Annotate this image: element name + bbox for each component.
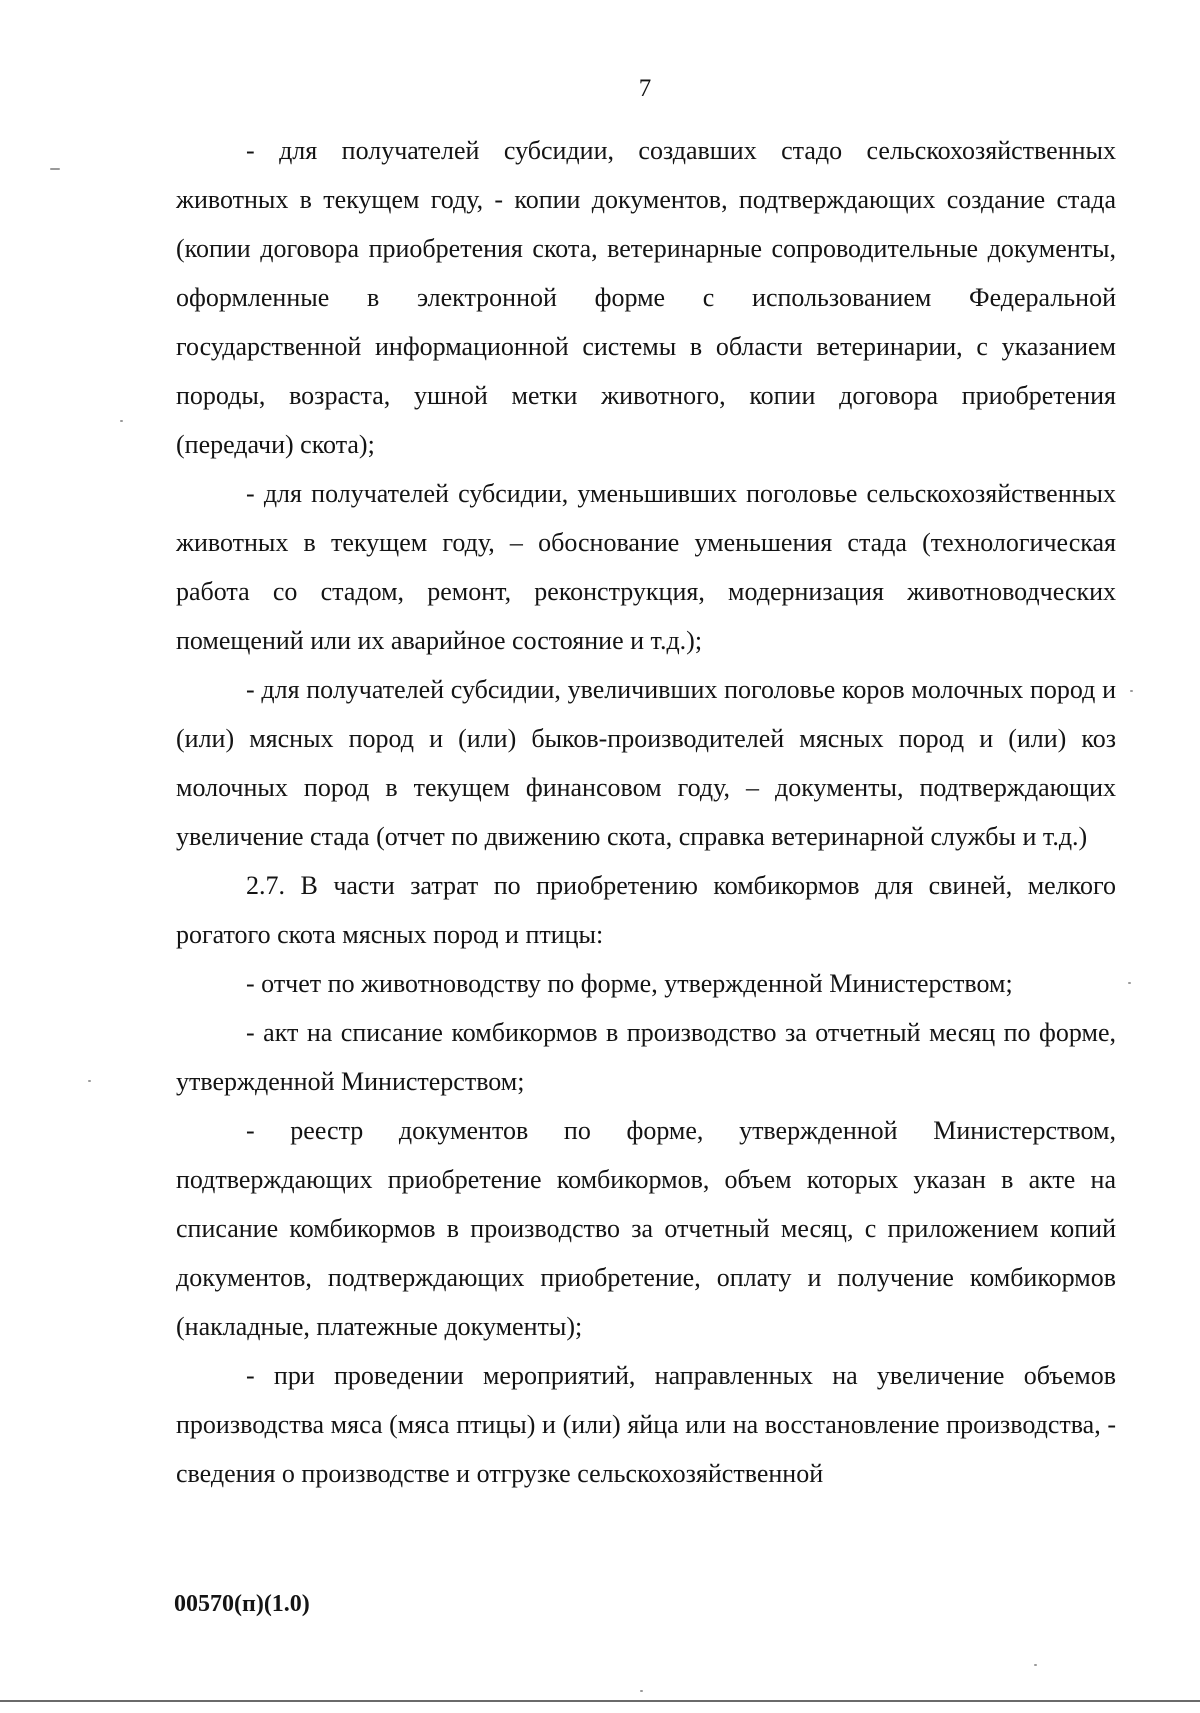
- paragraph-section-2-7: 2.7. В части затрат по приобретению комбикормов для свиней, мелкого рогатого скота мясных пород и птицы:: [176, 871, 1116, 949]
- paragraph-livestock-report: - отчет по животноводству по форме, утвержденной Министерством;: [246, 969, 1013, 998]
- paragraph-herd-reduced: - для получателей субсидии, уменьшивших поголовье сельскохозяйственных животных в текущем году, – обоснование уменьшения стада (технологическая работа со стадом, ремонт, реконструкция, модернизация животноводческих помещений или их аварийное состояние и т.д.);: [176, 479, 1116, 655]
- scan-speck: [1128, 982, 1131, 984]
- footer-divider: [0, 1700, 1200, 1702]
- scan-speck: [1130, 690, 1133, 692]
- scan-speck: [120, 420, 123, 422]
- document-code: 00570(п)(1.0): [174, 1591, 310, 1617]
- paragraph-herd-created: - для получателей субсидии, создавших стадо сельскохозяйственных животных в текущем году, - копии документов, подтверждающих создание стада (копии договора приобретения скота, ветеринарные сопроводительные документы, оформленные в электронной форме с использованием Федеральной государственной информационной системы в области ветеринарии, с указанием породы, возраста, ушной метки животного, копии договора приобретения (передачи) скота);: [176, 136, 1116, 459]
- paragraph-production-measures: - при проведении мероприятий, направленных на увеличение объемов производства мяса (мяса птицы) и (или) яйца или на восстановление производства, - сведения о производстве и отгрузке сельскохозяйственной: [176, 1361, 1116, 1488]
- scan-speck: [50, 168, 60, 170]
- scan-speck: [640, 1690, 643, 1692]
- paragraph-herd-increased: - для получателей субсидии, увеличивших поголовье коров молочных пород и (или) мясных пород и (или) быков-производителей мясных пород и (или) коз молочных пород в текущем финансовом году, – документы, подтверждающих увеличение стада (отчет по движению скота, справка ветеринарной службы и т.д.): [176, 675, 1116, 851]
- page-number: 7: [638, 75, 652, 102]
- scan-speck: [1034, 1664, 1037, 1666]
- scan-speck: [88, 1080, 91, 1082]
- document-body: [176, 126, 1116, 1498]
- paragraph-write-off-act: - акт на списание комбикормов в производство за отчетный месяц по форме, утвержденной Министерством;: [176, 1018, 1116, 1096]
- paragraph-documents-register: - реестр документов по форме, утвержденной Министерством, подтверждающих приобретение комбикормов, объем которых указан в акте на списание комбикормов в производство за отчетный месяц, с приложением копий документов, подтверждающих приобретение, оплату и получение комбикормов (накладные, платежные документы);: [176, 1116, 1116, 1341]
